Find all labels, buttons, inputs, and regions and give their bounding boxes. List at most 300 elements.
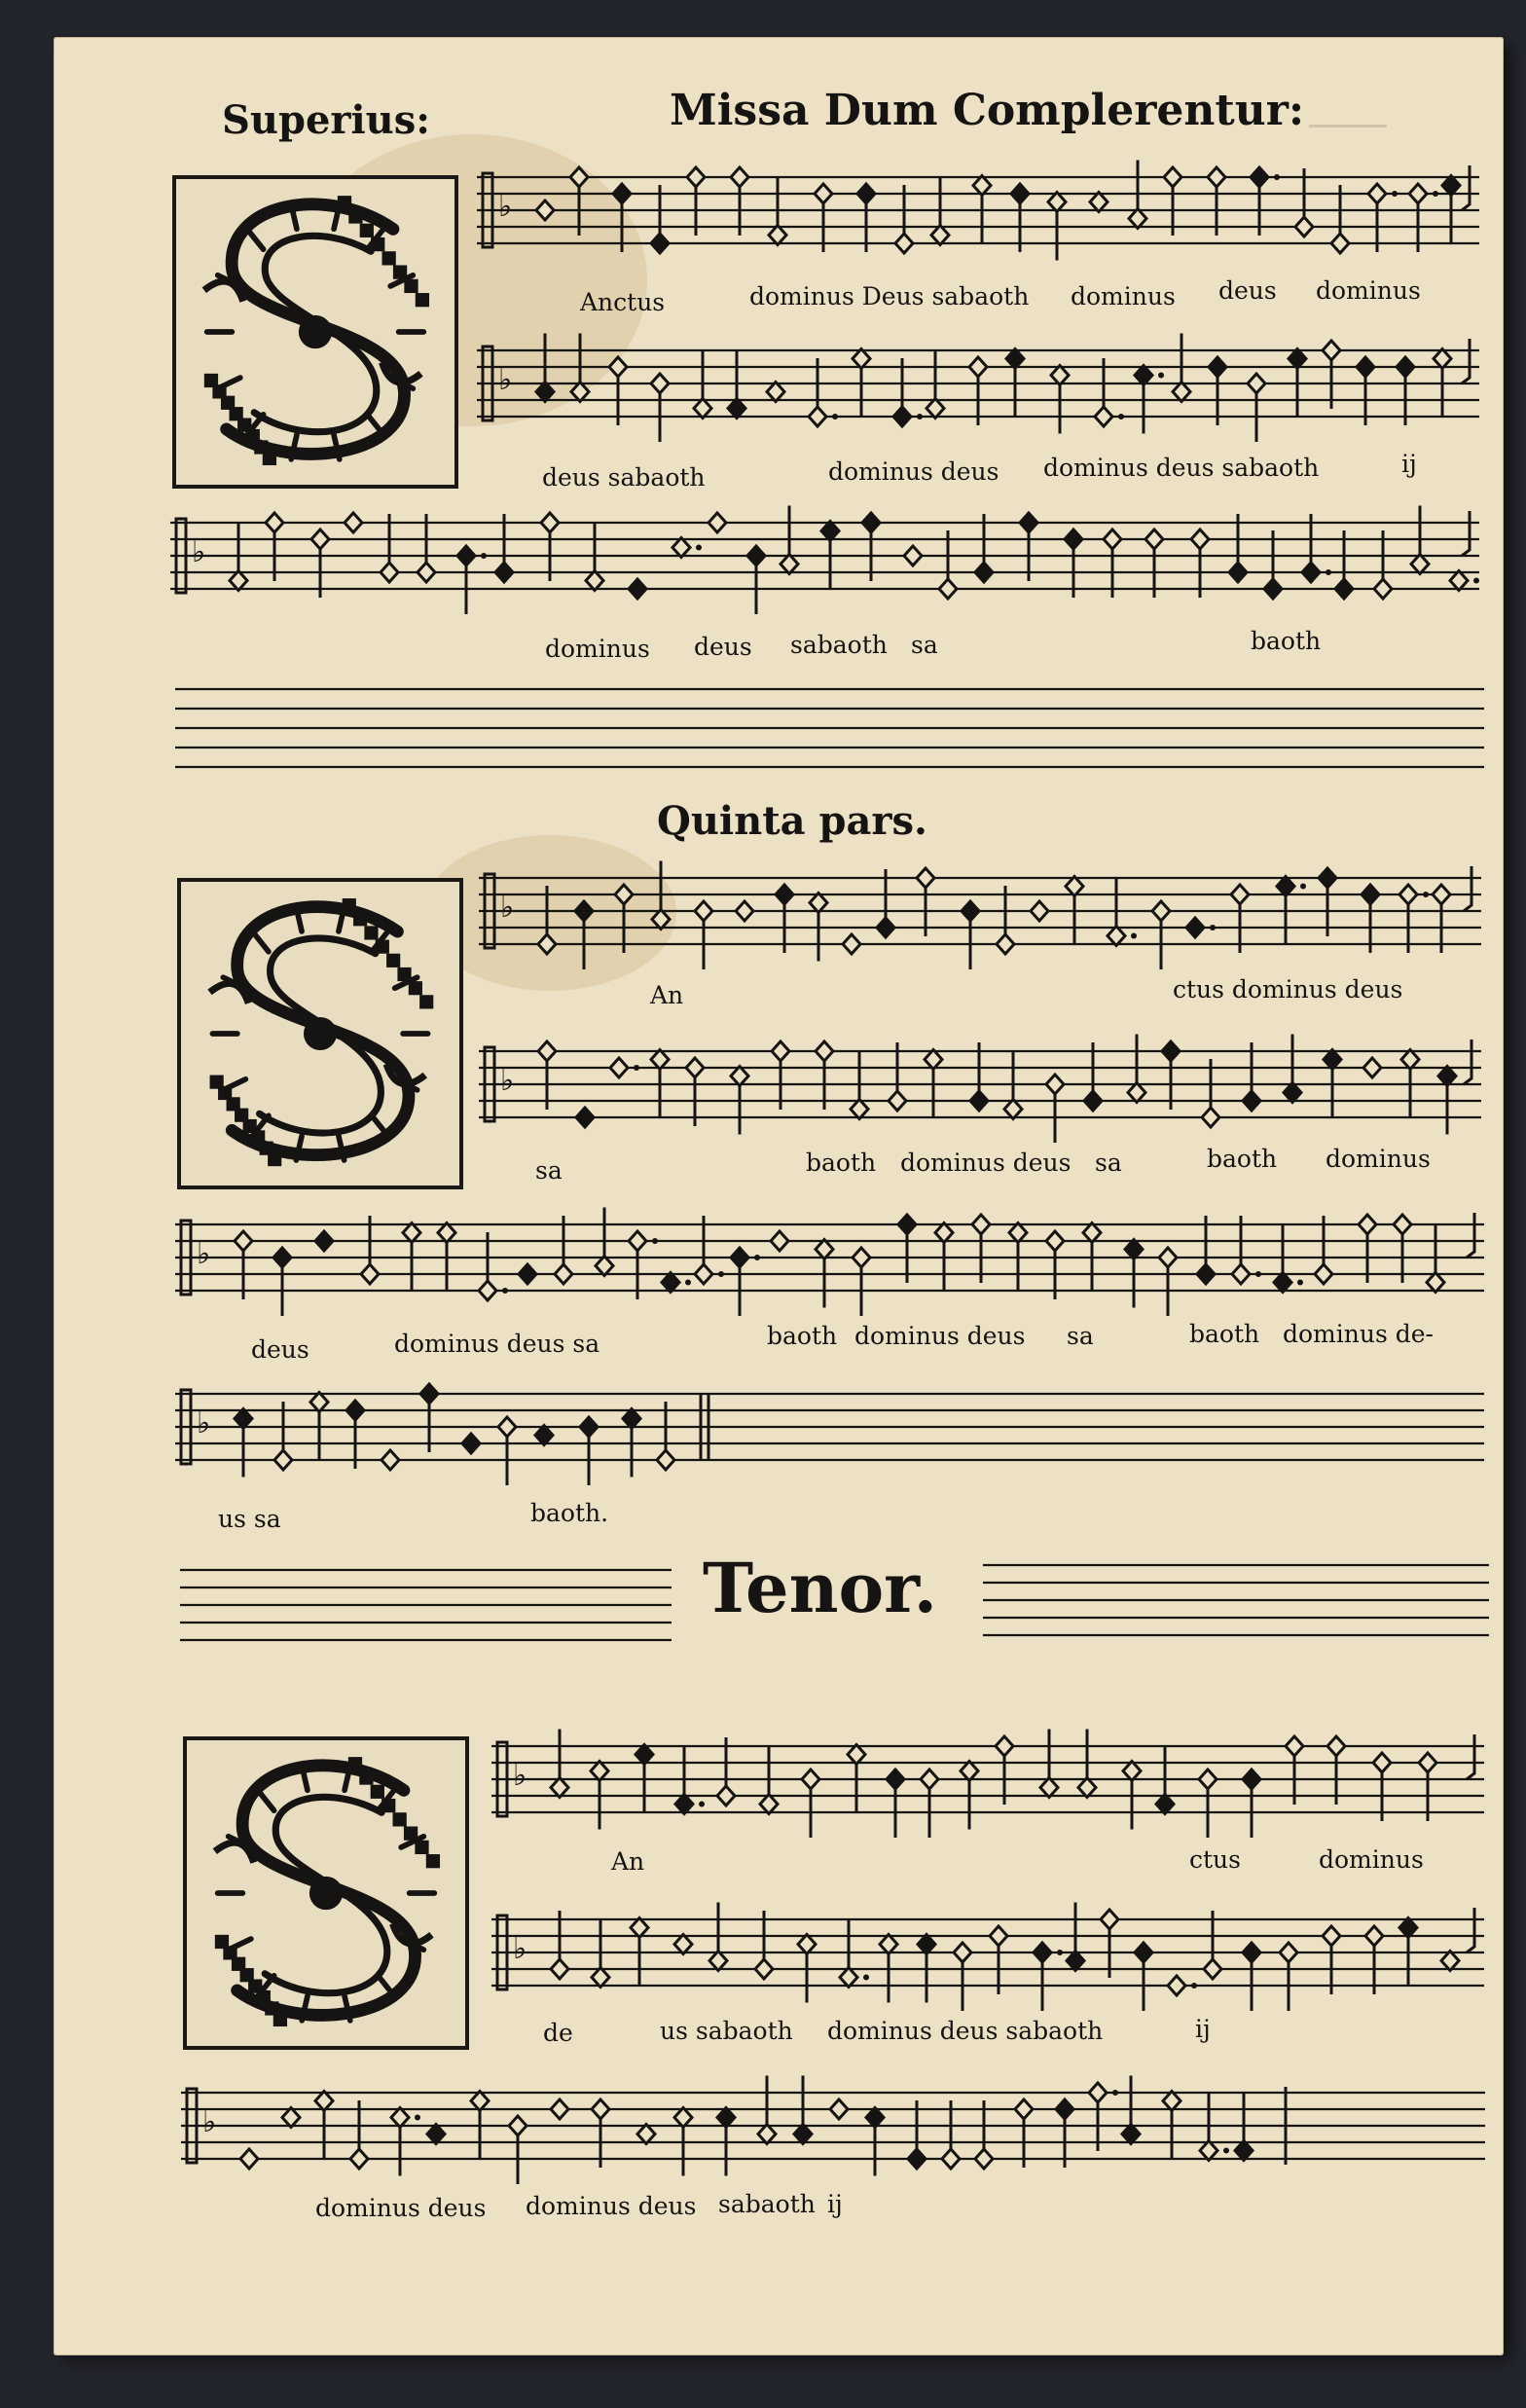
note-head	[1135, 366, 1152, 385]
dot	[1423, 892, 1429, 897]
note-head	[816, 1240, 833, 1259]
empty-staff	[175, 679, 1484, 786]
note-head	[1197, 1264, 1215, 1284]
note-head	[1441, 1952, 1459, 1971]
note-head	[686, 1058, 704, 1077]
note-head	[798, 1935, 816, 1954]
note-head	[576, 1108, 594, 1127]
mass-title: Missa Dum Complerentur:	[670, 86, 1305, 135]
staff-superius-2	[477, 329, 1479, 456]
note-head	[848, 1745, 865, 1765]
staff-quinta-3	[175, 1203, 1484, 1330]
empty-staff-right	[983, 1557, 1489, 1655]
note-head	[346, 1401, 364, 1420]
note-head	[235, 1231, 252, 1251]
note-head	[1362, 885, 1379, 904]
note-head	[1323, 1926, 1340, 1946]
lyric: dominus	[1319, 1845, 1424, 1874]
note-head	[935, 1223, 953, 1243]
note-head	[694, 399, 711, 419]
lyric: ij	[827, 2190, 843, 2218]
note-head	[596, 1257, 613, 1276]
dot	[1392, 191, 1398, 197]
note-head	[536, 383, 554, 402]
note-head	[1231, 885, 1249, 904]
note-head	[629, 1231, 646, 1251]
note-head	[1397, 357, 1414, 377]
note-head	[310, 1393, 328, 1412]
dot	[1255, 1271, 1261, 1277]
empty-staff-left	[180, 1562, 672, 1660]
note-head	[438, 1223, 455, 1243]
note-head	[921, 1770, 938, 1789]
note-head	[961, 1762, 978, 1781]
dot	[1112, 2090, 1118, 2096]
note-head	[769, 226, 786, 245]
lyric: deus	[1218, 276, 1277, 305]
note-head	[851, 1100, 868, 1119]
lyric: de	[543, 2019, 573, 2047]
note-head	[1145, 529, 1163, 549]
note-head	[1129, 209, 1146, 229]
note-head	[815, 184, 832, 203]
note-head	[1123, 1762, 1141, 1781]
decorated-initial-s	[183, 1736, 469, 2050]
note-head	[1125, 1240, 1143, 1259]
lyric: us sabaoth	[660, 2017, 793, 2045]
note-head	[1433, 885, 1450, 904]
lyric: An	[650, 981, 684, 1009]
note-head	[695, 1264, 712, 1284]
note-head	[1122, 2125, 1140, 2144]
dot	[863, 1975, 869, 1981]
note-head	[840, 1968, 857, 1988]
note-head	[877, 918, 894, 937]
lyric: dominus	[1071, 282, 1176, 310]
lyric: deus sabaoth	[542, 463, 706, 492]
note-head	[1152, 901, 1170, 921]
note-head	[939, 579, 957, 599]
lyric: ctus dominus deus	[1173, 975, 1403, 1003]
lyric: sa	[1067, 1322, 1094, 1350]
note-head	[802, 1770, 819, 1789]
note-head	[1251, 167, 1268, 187]
note-head	[843, 934, 860, 954]
note-head	[990, 1926, 1007, 1946]
note-head	[1264, 579, 1282, 599]
note-head	[708, 513, 726, 532]
note-head	[1411, 555, 1429, 574]
note-head	[273, 1248, 291, 1267]
note-head	[1031, 901, 1048, 921]
ornament-s-icon	[181, 882, 459, 1186]
lyric: ij	[1195, 2015, 1211, 2043]
note-head	[1209, 357, 1226, 377]
lyric: dominus	[545, 635, 650, 663]
flat-sign-icon: ♭	[513, 1932, 527, 1966]
lyric: dominus deus	[526, 2192, 697, 2220]
staff-superius-3	[170, 501, 1479, 628]
note-head	[1084, 1091, 1102, 1111]
note-head	[350, 2149, 368, 2169]
dot	[718, 1271, 724, 1277]
note-head	[1243, 1770, 1260, 1789]
note-head	[1434, 349, 1451, 369]
note-head	[498, 1417, 516, 1437]
lyric: baoth.	[530, 1499, 609, 1527]
note-head	[613, 184, 631, 203]
note-head	[1156, 1795, 1174, 1814]
note-head	[758, 2125, 776, 2144]
note-head	[345, 513, 362, 532]
note-head	[675, 1795, 693, 1814]
note-head	[495, 563, 513, 582]
note-head	[1243, 1091, 1260, 1111]
note-head	[1243, 1943, 1260, 1962]
note-head	[1363, 1058, 1381, 1077]
lyric: deus	[251, 1335, 309, 1364]
note-head	[1399, 885, 1417, 904]
dot	[481, 553, 487, 559]
dot	[634, 1065, 639, 1071]
note-head	[1046, 1075, 1064, 1094]
note-head	[418, 563, 435, 582]
note-head	[240, 2149, 258, 2169]
lyric: sa	[911, 631, 938, 659]
note-head	[586, 571, 603, 591]
note-head	[315, 1231, 333, 1251]
note-head	[1199, 1770, 1217, 1789]
note-head	[1289, 349, 1306, 369]
lyric: baoth	[1251, 627, 1322, 655]
note-head	[571, 383, 589, 402]
note-head	[776, 885, 793, 904]
note-head	[1368, 184, 1386, 203]
staff-tenor-3	[181, 2071, 1485, 2198]
dot	[502, 1288, 508, 1294]
note-head	[230, 571, 247, 591]
lyric: sabaoth	[718, 2190, 816, 2218]
note-head	[1335, 579, 1353, 599]
note-head	[657, 1450, 674, 1470]
note-head	[592, 1968, 609, 1988]
note-head	[853, 1248, 870, 1267]
dot	[1297, 1280, 1303, 1286]
lyric: baoth	[1207, 1145, 1278, 1173]
decorated-initial-s	[177, 878, 463, 1189]
lyric: ij	[1401, 450, 1417, 478]
note-head	[794, 2125, 812, 2144]
note-head	[887, 1770, 904, 1789]
note-head	[391, 2108, 409, 2128]
dot	[1223, 2148, 1229, 2154]
note-head	[1248, 374, 1265, 393]
note-head	[1083, 1223, 1101, 1243]
note-head	[519, 1264, 536, 1284]
note-head	[755, 1959, 773, 1979]
lyric: dominus	[1326, 1145, 1431, 1173]
lyric: dominus deus	[900, 1149, 1072, 1177]
note-head	[962, 901, 979, 921]
note-head	[731, 167, 748, 187]
note-head	[895, 234, 913, 253]
note-head	[954, 1943, 971, 1962]
note-head	[1104, 529, 1121, 549]
lyric: dominus Deus sabaoth	[749, 282, 1030, 310]
note-head	[1277, 877, 1294, 896]
lyric: An	[611, 1847, 645, 1876]
note-head	[1331, 234, 1349, 253]
lyric: dominus deus sabaoth	[1043, 454, 1320, 482]
note-head	[1374, 579, 1392, 599]
note-head	[1162, 1041, 1180, 1061]
note-head	[674, 1935, 692, 1954]
note-head	[908, 2149, 926, 2169]
lyric: dominus	[1316, 276, 1421, 305]
note-head	[893, 407, 911, 426]
dot	[652, 1238, 658, 1244]
note-head	[457, 546, 475, 566]
note-head	[1128, 1083, 1145, 1103]
note-head	[917, 868, 934, 888]
decorated-initial-s	[172, 175, 458, 489]
dot	[1118, 414, 1124, 420]
dot	[415, 2115, 420, 2121]
note-head	[479, 1281, 496, 1300]
note-head	[731, 1067, 748, 1086]
note-head	[1319, 868, 1336, 888]
note-head	[1286, 1736, 1303, 1756]
note-head	[1357, 357, 1374, 377]
dot	[1433, 191, 1438, 197]
voice-heading-tenor: Tenor.	[703, 1548, 938, 1628]
note-head	[975, 2149, 993, 2169]
lyric: Anctus	[580, 288, 666, 316]
note-head	[1427, 1273, 1444, 1293]
note-head	[1006, 349, 1024, 369]
note-head	[636, 1745, 653, 1765]
note-head	[1015, 2099, 1033, 2119]
lyric: ctus	[1189, 1845, 1241, 1874]
note-head	[969, 357, 987, 377]
lyric: dominus deus sa	[394, 1330, 600, 1358]
note-head	[1401, 1050, 1419, 1070]
flat-sign-icon: ♭	[498, 190, 513, 224]
note-head	[235, 1409, 252, 1429]
note-head	[1164, 167, 1181, 187]
note-head	[1066, 877, 1083, 896]
note-head	[1078, 1778, 1096, 1798]
note-head	[652, 910, 670, 930]
staff-quinta-2	[479, 1030, 1481, 1156]
note-head	[1159, 1248, 1177, 1267]
note-head	[1168, 1976, 1185, 1995]
note-head	[1323, 341, 1340, 360]
note-head	[282, 2108, 300, 2128]
flat-sign-icon: ♭	[197, 1237, 211, 1271]
note-head	[853, 349, 870, 369]
dot	[832, 414, 838, 420]
custos-icon	[1462, 165, 1470, 210]
note-head	[1302, 563, 1320, 582]
note-head	[996, 1736, 1013, 1756]
note-head	[926, 399, 944, 419]
note-head	[866, 2108, 884, 2128]
note-head	[1020, 513, 1037, 532]
note-head	[857, 184, 875, 203]
note-head	[535, 1426, 553, 1445]
note-head	[580, 1417, 598, 1437]
note-head	[1090, 193, 1108, 212]
note-head	[1450, 571, 1468, 591]
lyric: baoth	[806, 1149, 877, 1177]
custos-icon	[1464, 866, 1472, 911]
note-head	[1048, 193, 1066, 212]
note-head	[695, 901, 712, 921]
lyric: dominus deus	[854, 1322, 1026, 1350]
note-head	[551, 1778, 568, 1798]
lyric: dominus deus sabaoth	[827, 2017, 1104, 2045]
note-head	[816, 1041, 833, 1061]
custos-icon	[1464, 1040, 1472, 1084]
note-head	[880, 1935, 897, 1954]
note-head	[1200, 2141, 1217, 2161]
staff-quinta-1	[479, 857, 1481, 983]
note-head	[717, 1786, 735, 1806]
note-head	[538, 934, 556, 954]
note-head	[1108, 927, 1125, 946]
note-head	[1315, 1264, 1332, 1284]
custos-icon	[1467, 1213, 1474, 1258]
staff-quinta-4	[175, 1372, 1484, 1499]
dot	[1274, 174, 1280, 180]
note-head	[1208, 167, 1225, 187]
note-head	[997, 934, 1014, 954]
note-head	[609, 357, 627, 377]
dot	[696, 545, 702, 551]
note-head	[471, 2092, 489, 2111]
note-head	[1365, 1926, 1383, 1946]
note-head	[551, 2099, 568, 2119]
note-head	[615, 885, 633, 904]
lyric: deus	[694, 633, 752, 661]
note-head	[731, 1248, 748, 1267]
bleed-through	[1309, 95, 1387, 128]
note-head	[760, 1795, 778, 1814]
custos-icon	[1467, 1734, 1474, 1779]
note-head	[266, 513, 283, 532]
note-head	[551, 1959, 568, 1979]
dot	[754, 1255, 760, 1260]
note-head	[925, 1050, 942, 1070]
lyric: sa	[1095, 1149, 1122, 1177]
note-head	[651, 234, 669, 253]
note-head	[918, 1935, 935, 1954]
dot	[685, 1280, 691, 1286]
note-head	[637, 2125, 655, 2144]
note-head	[1442, 176, 1460, 196]
note-head	[830, 2099, 848, 2119]
note-head	[420, 1384, 438, 1404]
note-head	[747, 546, 765, 566]
flat-sign-icon: ♭	[498, 363, 513, 397]
flat-sign-icon: ♭	[202, 2105, 217, 2139]
lyric: dominus deus	[315, 2194, 487, 2222]
note-head	[538, 1041, 556, 1061]
note-head	[1274, 1273, 1291, 1293]
note-head	[1373, 1753, 1391, 1772]
note-head	[975, 563, 993, 582]
dot	[1326, 569, 1331, 575]
note-head	[1004, 1100, 1022, 1119]
note-head	[592, 2099, 609, 2119]
note-head	[1359, 1215, 1376, 1234]
note-head	[1163, 2092, 1181, 2111]
staff-tenor-2	[491, 1898, 1484, 2025]
note-head	[662, 1273, 679, 1293]
note-head	[541, 513, 559, 532]
note-head	[1067, 1952, 1084, 1971]
note-head	[687, 167, 705, 187]
note-head	[972, 1215, 990, 1234]
note-head	[1399, 1918, 1417, 1938]
dot	[699, 1802, 705, 1807]
note-head	[509, 2116, 527, 2135]
flat-sign-icon: ♭	[500, 891, 515, 925]
lyric: baoth	[767, 1322, 838, 1350]
note-head	[1046, 1231, 1064, 1251]
dot	[1057, 1950, 1063, 1955]
note-head	[809, 407, 826, 426]
note-head	[942, 2149, 960, 2169]
note-head	[1419, 1753, 1436, 1772]
flat-sign-icon: ♭	[500, 1064, 515, 1098]
dot	[1158, 373, 1164, 379]
note-head	[1089, 2083, 1107, 2102]
note-head	[1232, 1264, 1250, 1284]
dot	[1473, 578, 1479, 584]
lyric: baoth	[1189, 1320, 1260, 1348]
note-head	[1295, 217, 1313, 237]
lyric: dominus de-	[1283, 1320, 1434, 1348]
ornament-s-icon	[176, 179, 454, 485]
note-head	[1409, 184, 1427, 203]
note-head	[672, 538, 690, 558]
note-head	[610, 1058, 628, 1077]
note-head	[717, 2108, 735, 2128]
note-head	[862, 513, 880, 532]
note-head	[536, 201, 554, 220]
note-head	[381, 563, 398, 582]
ornament-s-icon	[187, 1740, 465, 2046]
section-heading-quinta-pars: Quinta pars.	[657, 798, 927, 844]
note-head	[1009, 1223, 1027, 1243]
note-head	[1280, 1943, 1297, 1962]
dot	[1300, 884, 1306, 890]
note-head	[767, 383, 784, 402]
note-head	[709, 1952, 727, 1971]
lyric: us sa	[218, 1505, 281, 1533]
note-head	[810, 894, 827, 913]
note-head	[904, 546, 922, 566]
note-head	[772, 1041, 789, 1061]
note-head	[1204, 1959, 1221, 1979]
note-head	[1191, 529, 1209, 549]
note-head	[1394, 1215, 1411, 1234]
note-head	[555, 1264, 572, 1284]
voice-heading-superius: Superius:	[222, 97, 431, 143]
custos-icon	[1467, 1908, 1474, 1952]
